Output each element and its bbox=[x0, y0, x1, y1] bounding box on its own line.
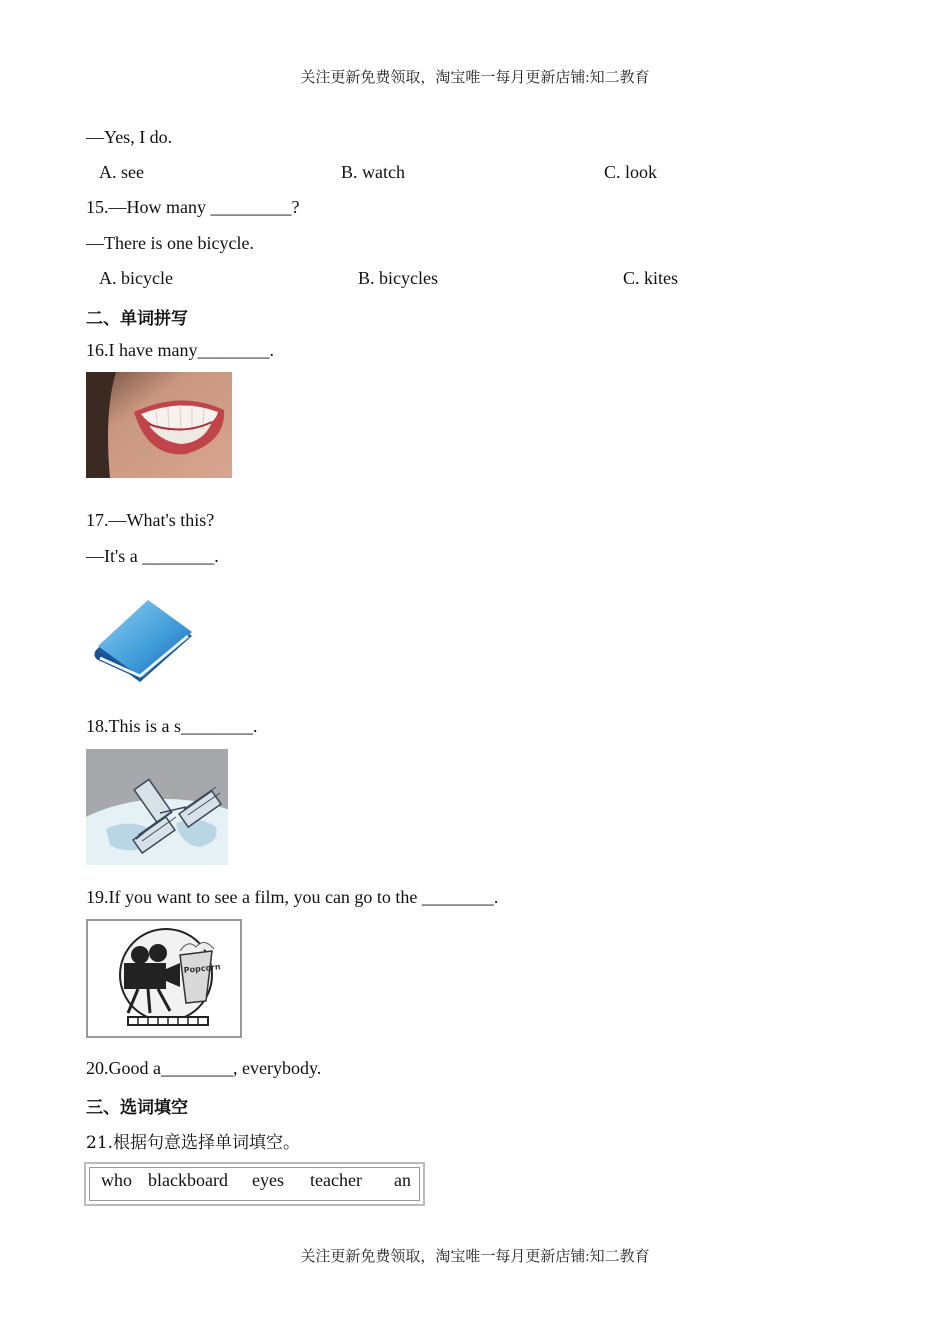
q19-text: 19.If you want to see a film, you can go to the ________. bbox=[86, 887, 499, 907]
q17-answer: —It's a ________. bbox=[86, 546, 219, 566]
q15-question: 15.—How many _________? bbox=[86, 197, 300, 217]
q15-option-c: C. kites bbox=[623, 268, 679, 288]
q18-text: 18.This is a s________. bbox=[86, 716, 258, 736]
smiling-teeth-photo bbox=[86, 372, 232, 478]
bottom-banner: 关注更新免费领取，淘宝唯一每月更新店铺:知二教育 bbox=[300, 1249, 650, 1265]
satellite-over-earth-picture bbox=[86, 749, 228, 865]
q21-instruction: 21.根据句意选择单词填空。 bbox=[86, 1133, 301, 1153]
section3-title: 三、选词填空 bbox=[86, 1098, 188, 1118]
word-bank-item: blackboard bbox=[148, 1170, 228, 1190]
q16-text: 16.I have many________. bbox=[86, 340, 274, 360]
film-camera-popcorn-picture bbox=[86, 919, 242, 1038]
q14-option-a: A. see bbox=[99, 162, 144, 182]
q15-answer-line: —There is one bicycle. bbox=[86, 233, 254, 253]
section2-title: 二、单词拼写 bbox=[86, 309, 188, 329]
q20-text: 20.Good a________, everybody. bbox=[86, 1058, 322, 1078]
q14-option-b: B. watch bbox=[341, 162, 405, 182]
q14-answer-line: —Yes, I do. bbox=[86, 127, 173, 147]
word-bank-item: eyes bbox=[252, 1170, 284, 1190]
word-bank-item: an bbox=[394, 1170, 411, 1190]
q15-option-b: B. bicycles bbox=[358, 268, 438, 288]
q15-option-a: A. bicycle bbox=[99, 268, 173, 288]
word-bank-item: who bbox=[101, 1170, 132, 1190]
top-banner: 关注更新免费领取，淘宝唯一每月更新店铺:知二教育 bbox=[300, 70, 650, 86]
q14-option-c: C. look bbox=[604, 162, 658, 182]
popcorn-label: Popcorn bbox=[183, 962, 221, 975]
blue-book-icon bbox=[88, 598, 198, 682]
q17-question: 17.—What's this? bbox=[86, 510, 215, 530]
word-bank-item: teacher bbox=[310, 1170, 362, 1190]
